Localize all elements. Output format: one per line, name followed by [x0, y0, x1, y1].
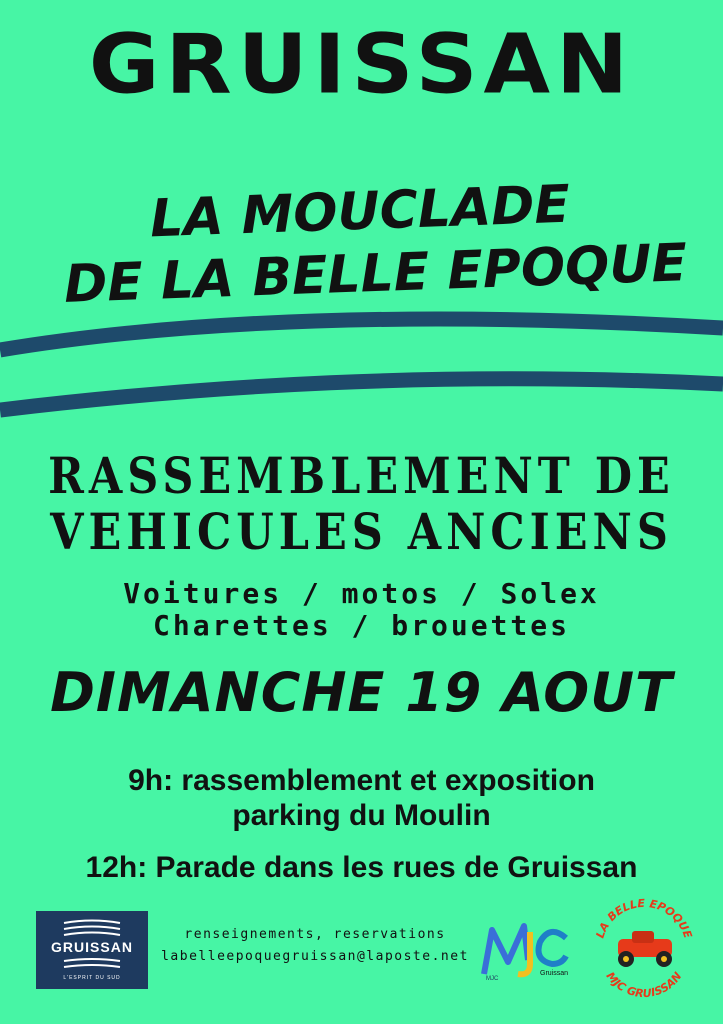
event-line-2: VEHICULES ANCIENS — [50, 504, 673, 562]
event-date: DIMANCHE 19 AOUT — [50, 661, 673, 724]
svg-text:MJC GRUISSAN — [604, 970, 685, 1001]
wave-decoration — [0, 300, 723, 440]
mjc-logo-small: Gruissan — [540, 970, 569, 977]
schedule-line-3: 12h: Parade dans les rues de Gruissan — [85, 851, 638, 884]
subtitle-line-2: DE LA BELLE EPOQUE — [63, 233, 688, 315]
belle-logo-bottom: MJC GRUISSAN — [603, 969, 685, 1001]
schedule-line-2: parking du Moulin — [232, 799, 491, 832]
logo-slogan: L'ESPRIT DU SUD — [63, 975, 121, 981]
vintage-car-icon — [618, 931, 672, 967]
belle-epoque-logo — [588, 893, 700, 1005]
contact-label: renseignements, reservations — [184, 927, 446, 942]
belle-logo-top: LA BELLE EPOQUE — [593, 896, 695, 940]
contact-email[interactable]: labelleepoquegruissan@laposte.net — [161, 949, 469, 964]
poster-title: GRUISSAN — [88, 17, 635, 113]
logo-title: GRUISSAN — [51, 939, 133, 955]
event-line-1: RASSEMBLEMENT DE — [48, 448, 675, 506]
mjc-logo-text: MJC — [486, 976, 499, 982]
waves-icon — [62, 957, 122, 971]
subtitle-line-1: LA MOUCLADE — [149, 174, 571, 250]
vehicles-line-1: Voitures / motos / Solex — [123, 577, 600, 610]
schedule-line-1: 9h: rassemblement et exposition — [128, 764, 595, 797]
gruissan-town-logo — [36, 911, 148, 989]
waves-icon — [62, 917, 122, 937]
vehicles-line-2: Charettes / brouettes — [152, 609, 570, 642]
